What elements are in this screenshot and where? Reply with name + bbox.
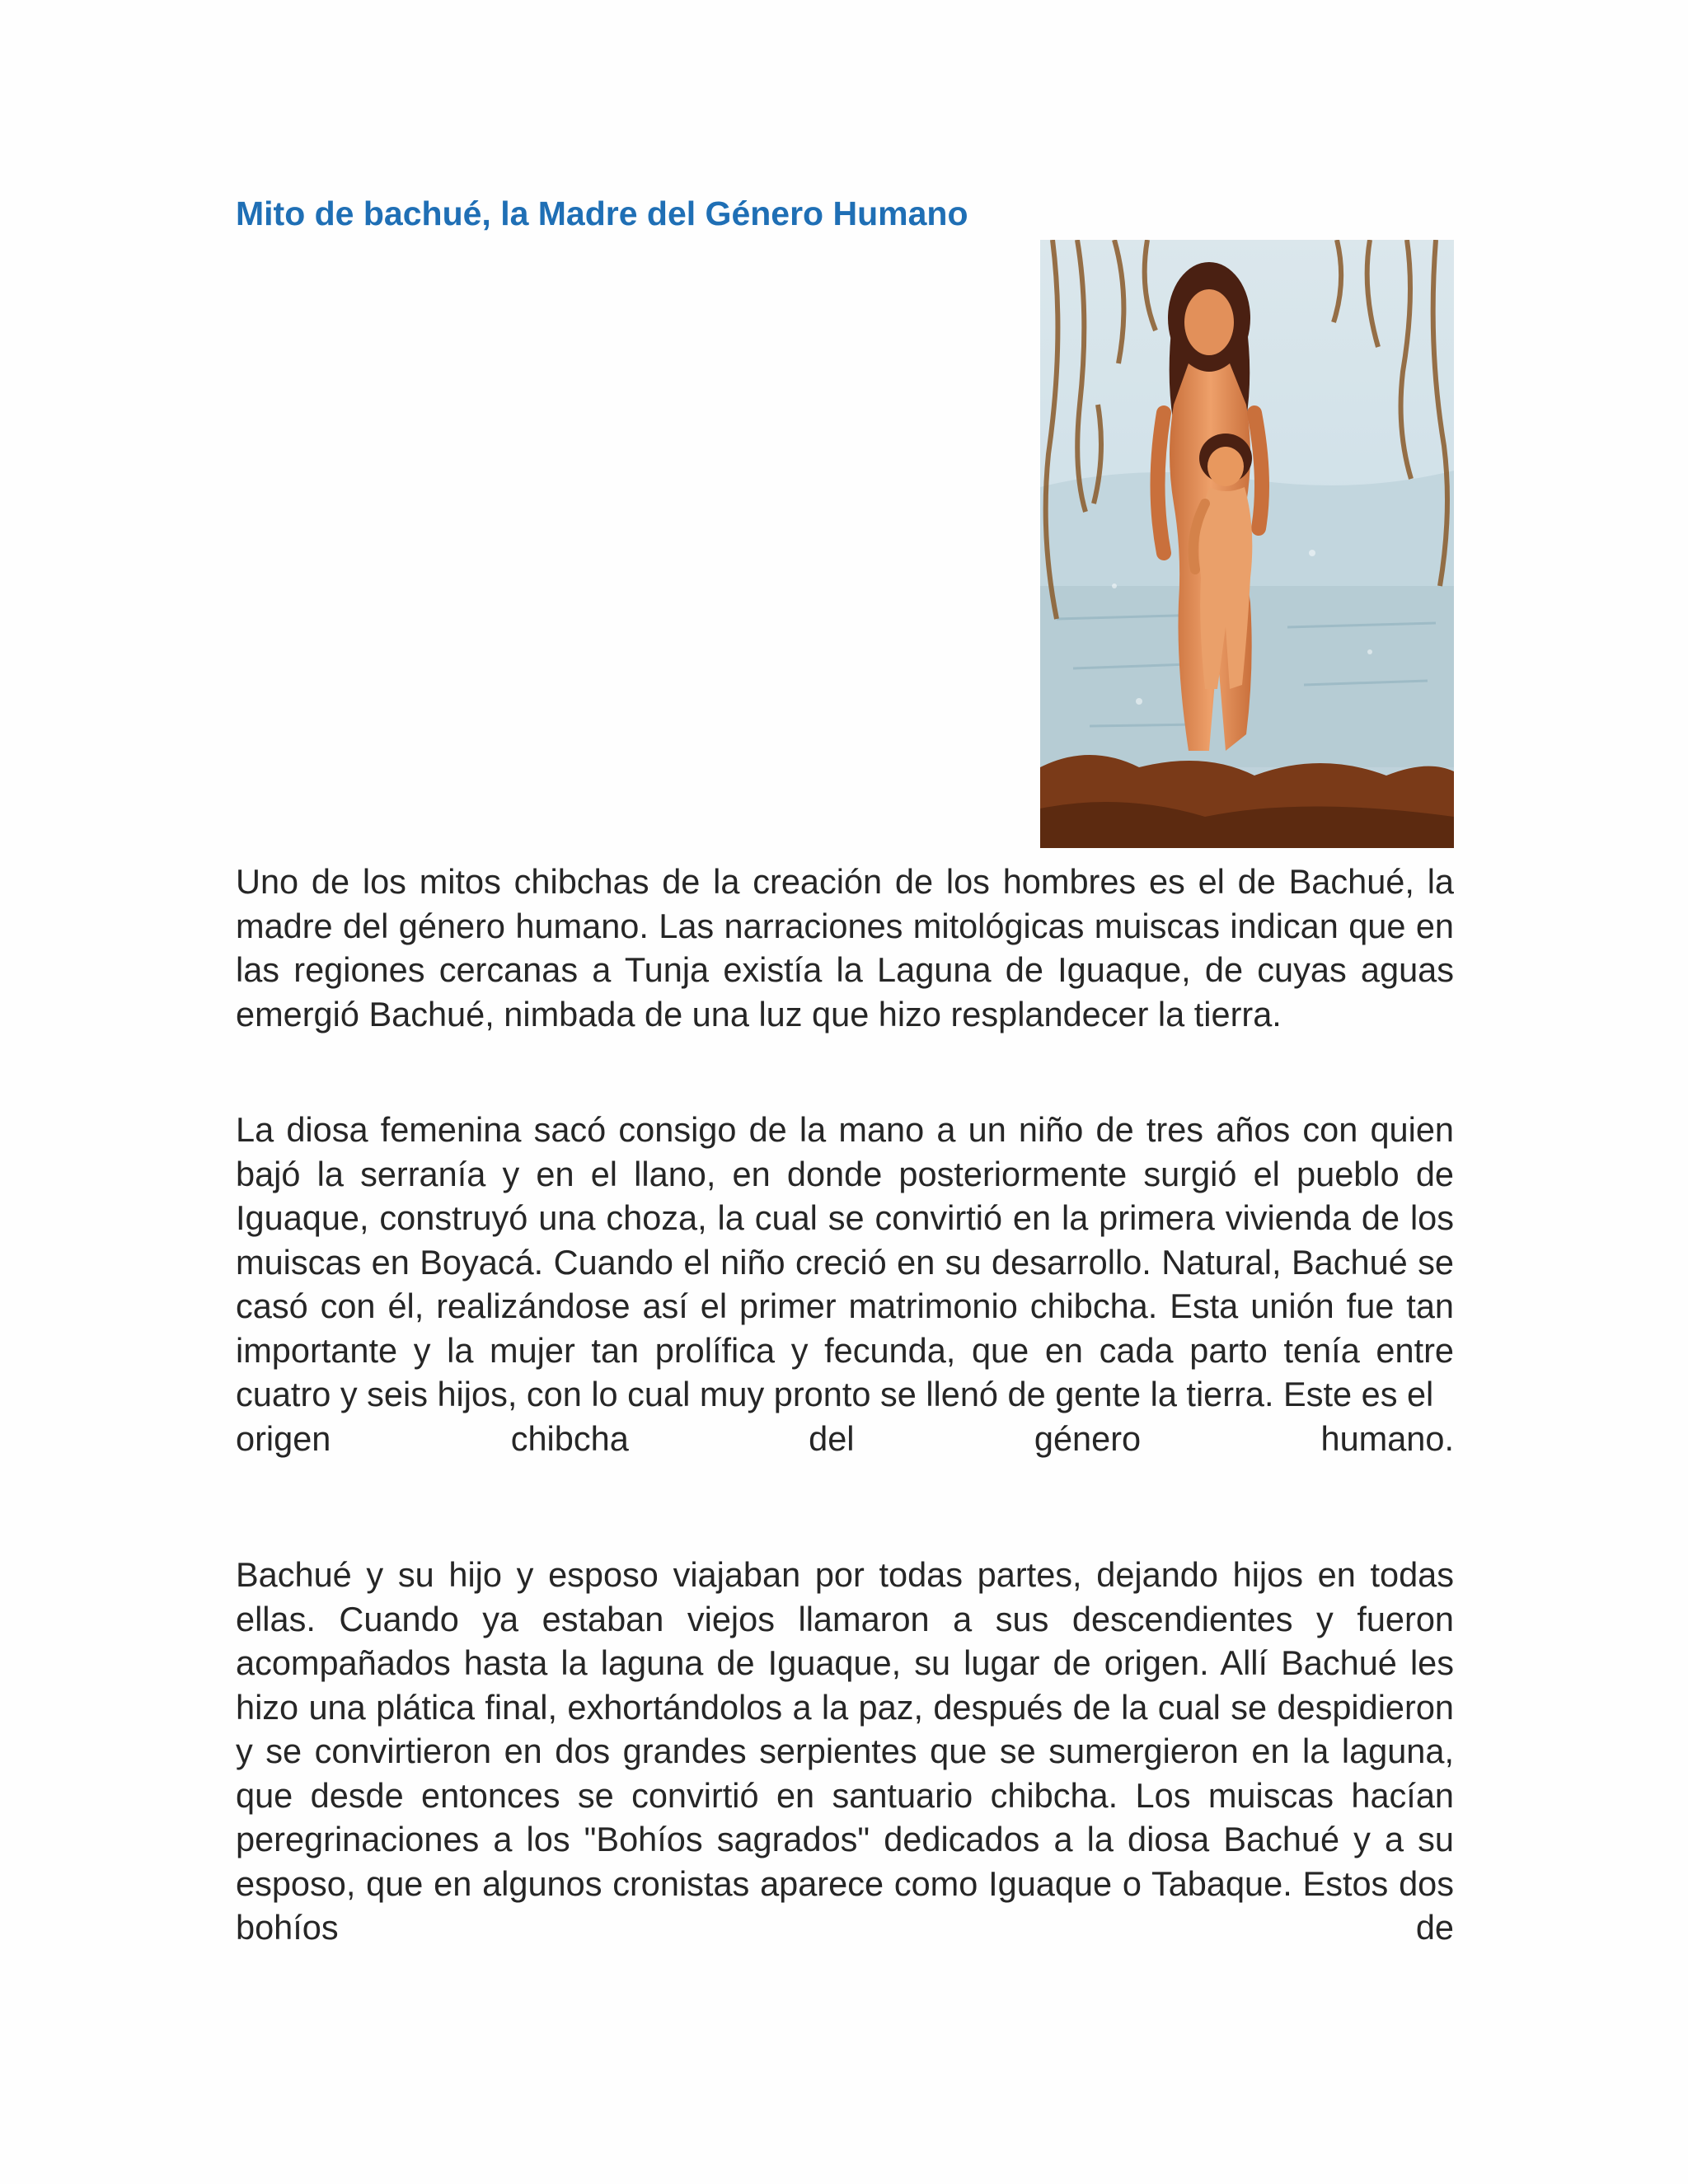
bachue-painting-image: [1040, 240, 1454, 848]
painting-bachue-mother-and-child-icon: [1040, 240, 1454, 848]
paragraph-2-last-line: origen chibcha del género humano.: [236, 1418, 1454, 1458]
document-title: Mito de bachué, la Madre del Género Humano: [236, 194, 968, 232]
paragraph-2-text: La diosa femenina sacó consigo de la mano a un niño de tres años con quien bajó la serranía y en el llano, en donde posteriormente surgió el pueblo de Iguaque, construyó una choza, la cual se convirtió en la primera vivienda de los muiscas en Boyacá. Cuando el niño creció en su desarrollo. Natural, Bachué se casó con él, realizándose así el primer matrimonio chibcha. Esta unión fue tan importante y la mujer tan prolífica y fecunda, que en cada parto tenía entre cuatro y seis hijos, con lo cual muy pronto se llenó de gente la tierra. Este es el: [236, 1110, 1454, 1413]
paragraph-3: Bachué y su hijo y esposo viajaban por todas partes, dejando hijos en todas ellas. Cuando ya estaban viejos llamaron a sus descendientes y fueron acompañados hasta la laguna de Iguaque, su lugar de origen. Allí Bachué les hizo una plática final, exhortándolos a la paz, después de la cual se despidieron y se convirtieron en dos grandes serpientes que se sumergieron en la laguna, que desde entonces se convirtió en santuario chibcha. Los muiscas hacían peregrinaciones a los "Bohíos sagrados" dedicados a la diosa Bachué y a su esposo, que en algunos cronistas aparece como Iguaque o Tabaque. Estos dos bohíos de: [236, 1555, 1454, 1947]
paragraph-2: [236, 1108, 1454, 1460]
paragraph-1: Uno de los mitos chibchas de la creación de los hombres es el de Bachué, la madre del género humano. Las narraciones mitológicas muiscas indican que en las regiones cercanas a Tunja existía la Laguna de Iguaque, de cuyas aguas emergió Bachué, nimbada de una luz que hizo resplandecer la tierra.: [236, 862, 1454, 1033]
